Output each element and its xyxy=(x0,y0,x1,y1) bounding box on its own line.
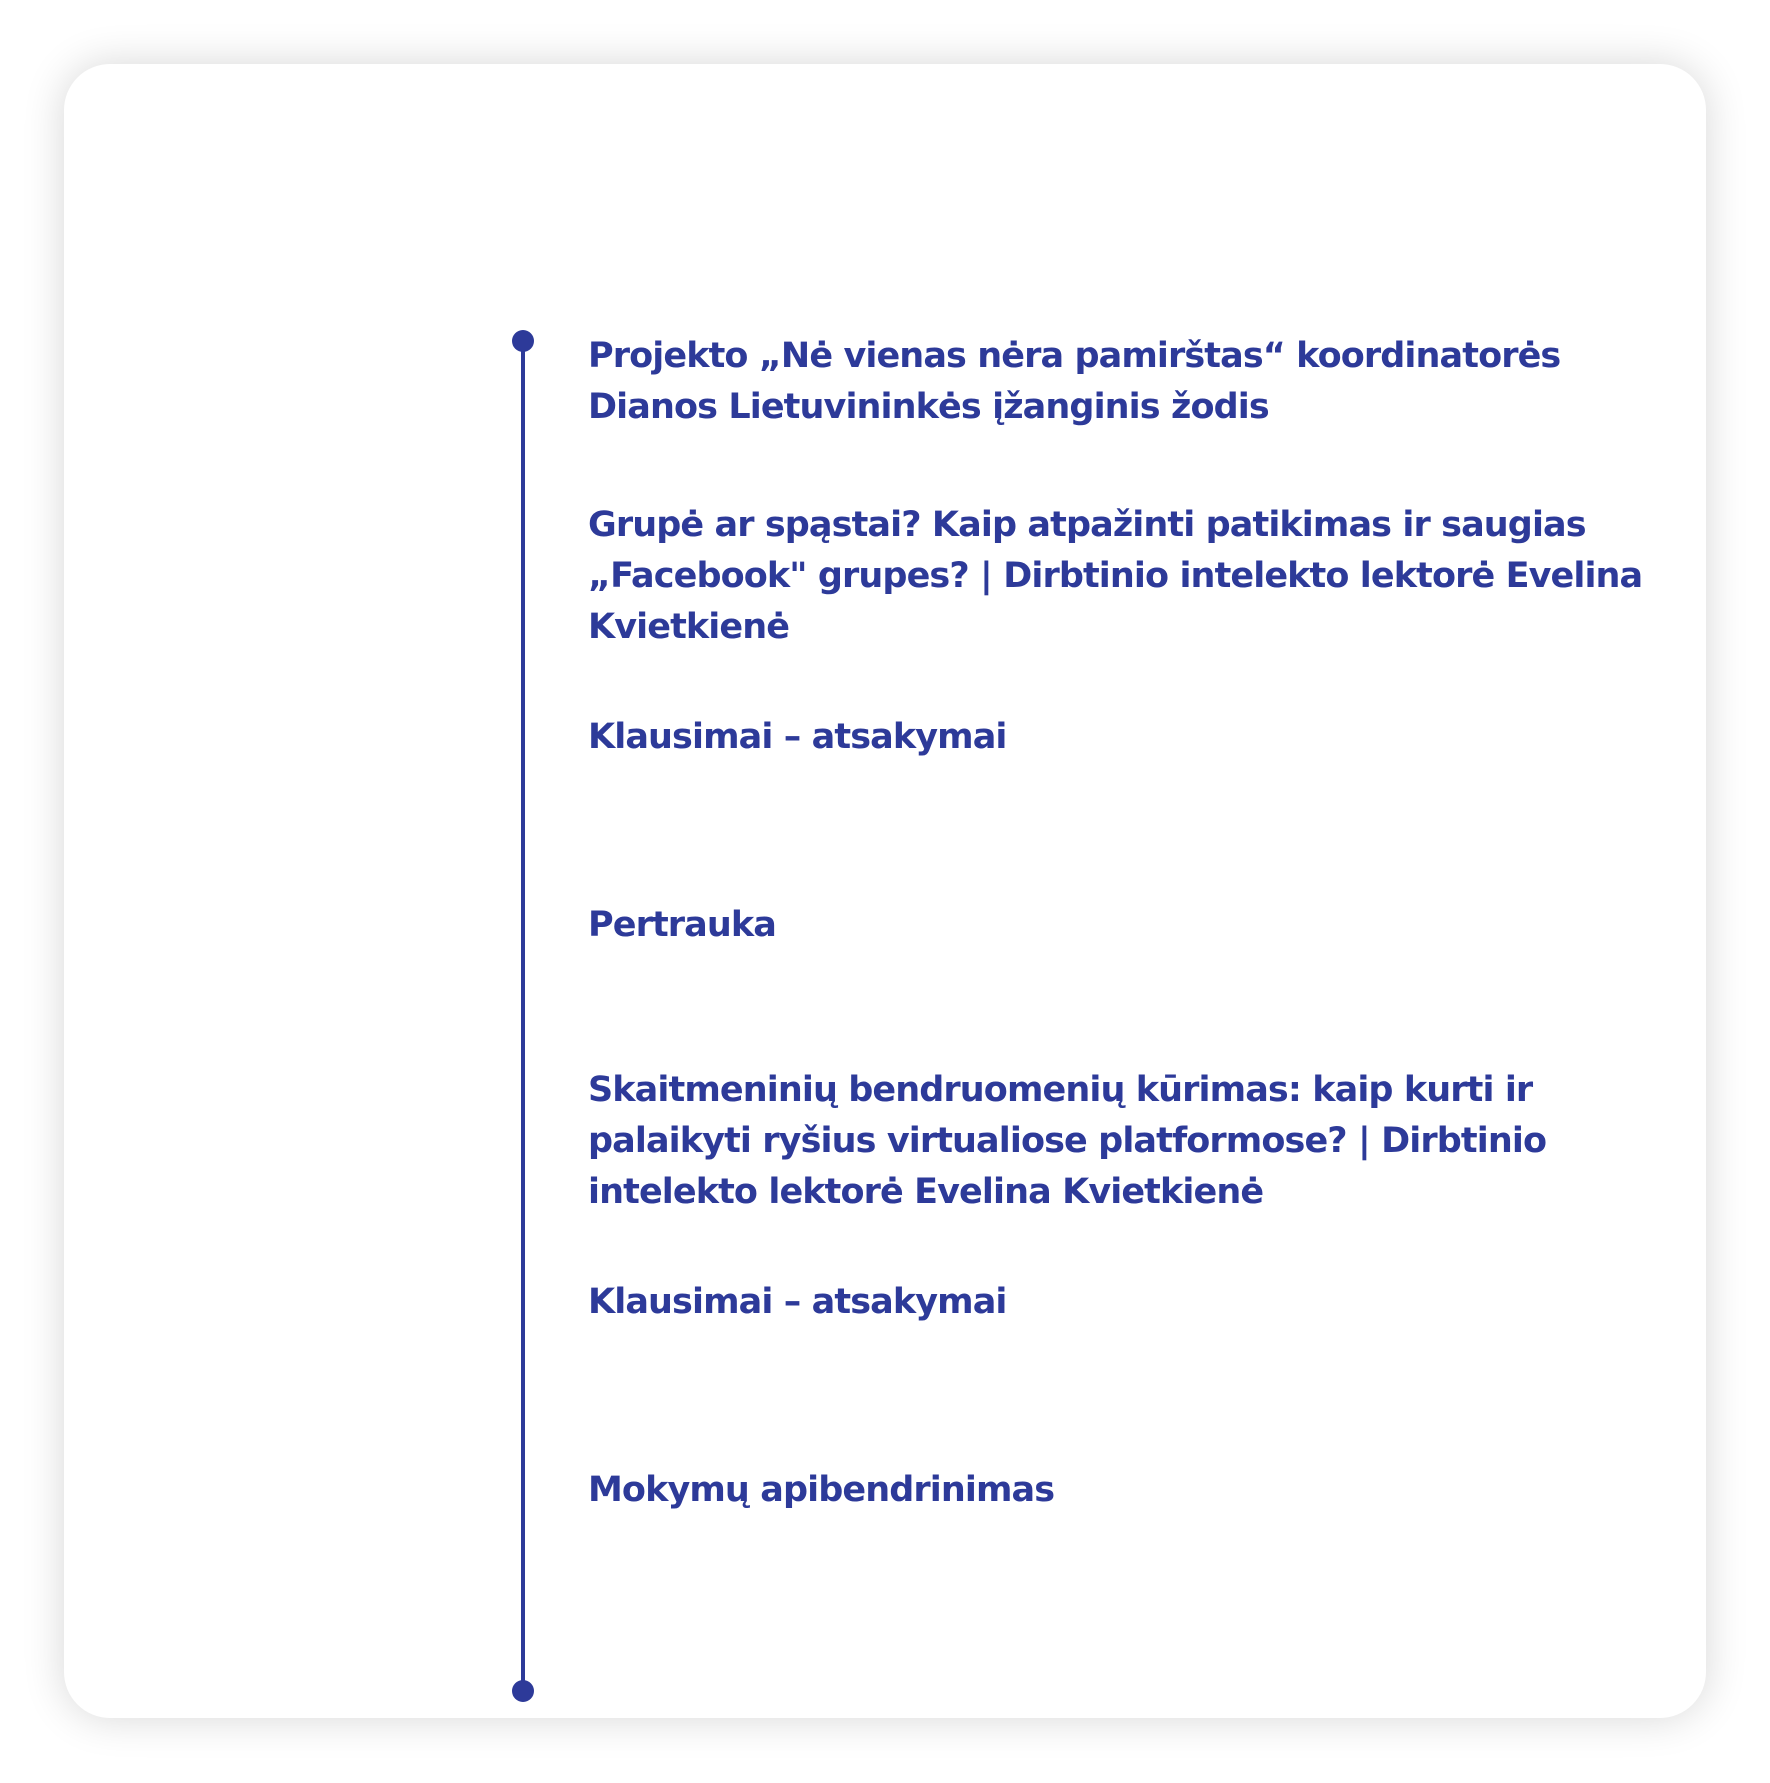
agenda-item-break: Pertrauka xyxy=(588,905,776,945)
agenda-item-opening-speech: Projekto „Nė vienas nėra pamirštas“ koordinatorės Dianos Lietuvininkės įžanginis žodis xyxy=(588,336,1561,427)
timeline-end-dot xyxy=(512,1680,534,1702)
agenda-item-qa-2: Klausimai – atsakymai xyxy=(588,1282,1007,1322)
timeline-start-dot xyxy=(512,330,534,352)
agenda-card xyxy=(64,64,1706,1718)
agenda-item-facebook-groups: Grupė ar spąstai? Kaip atpažinti patikimas ir saugias „Facebook" grupes? | Dirbtinio intelekto lektorė Evelina Kvietkienė xyxy=(588,505,1643,647)
timeline-line xyxy=(521,341,525,1691)
agenda-item-qa-1: Klausimai – atsakymai xyxy=(588,717,1007,757)
agenda-item-summary: Mokymų apibendrinimas xyxy=(588,1470,1055,1510)
agenda-item-digital-communities: Skaitmeninių bendruomenių kūrimas: kaip kurti ir palaikyti ryšius virtualiose platformose? | Dirbtinio intelekto lektorė Evelina Kvietkienė xyxy=(588,1070,1547,1212)
